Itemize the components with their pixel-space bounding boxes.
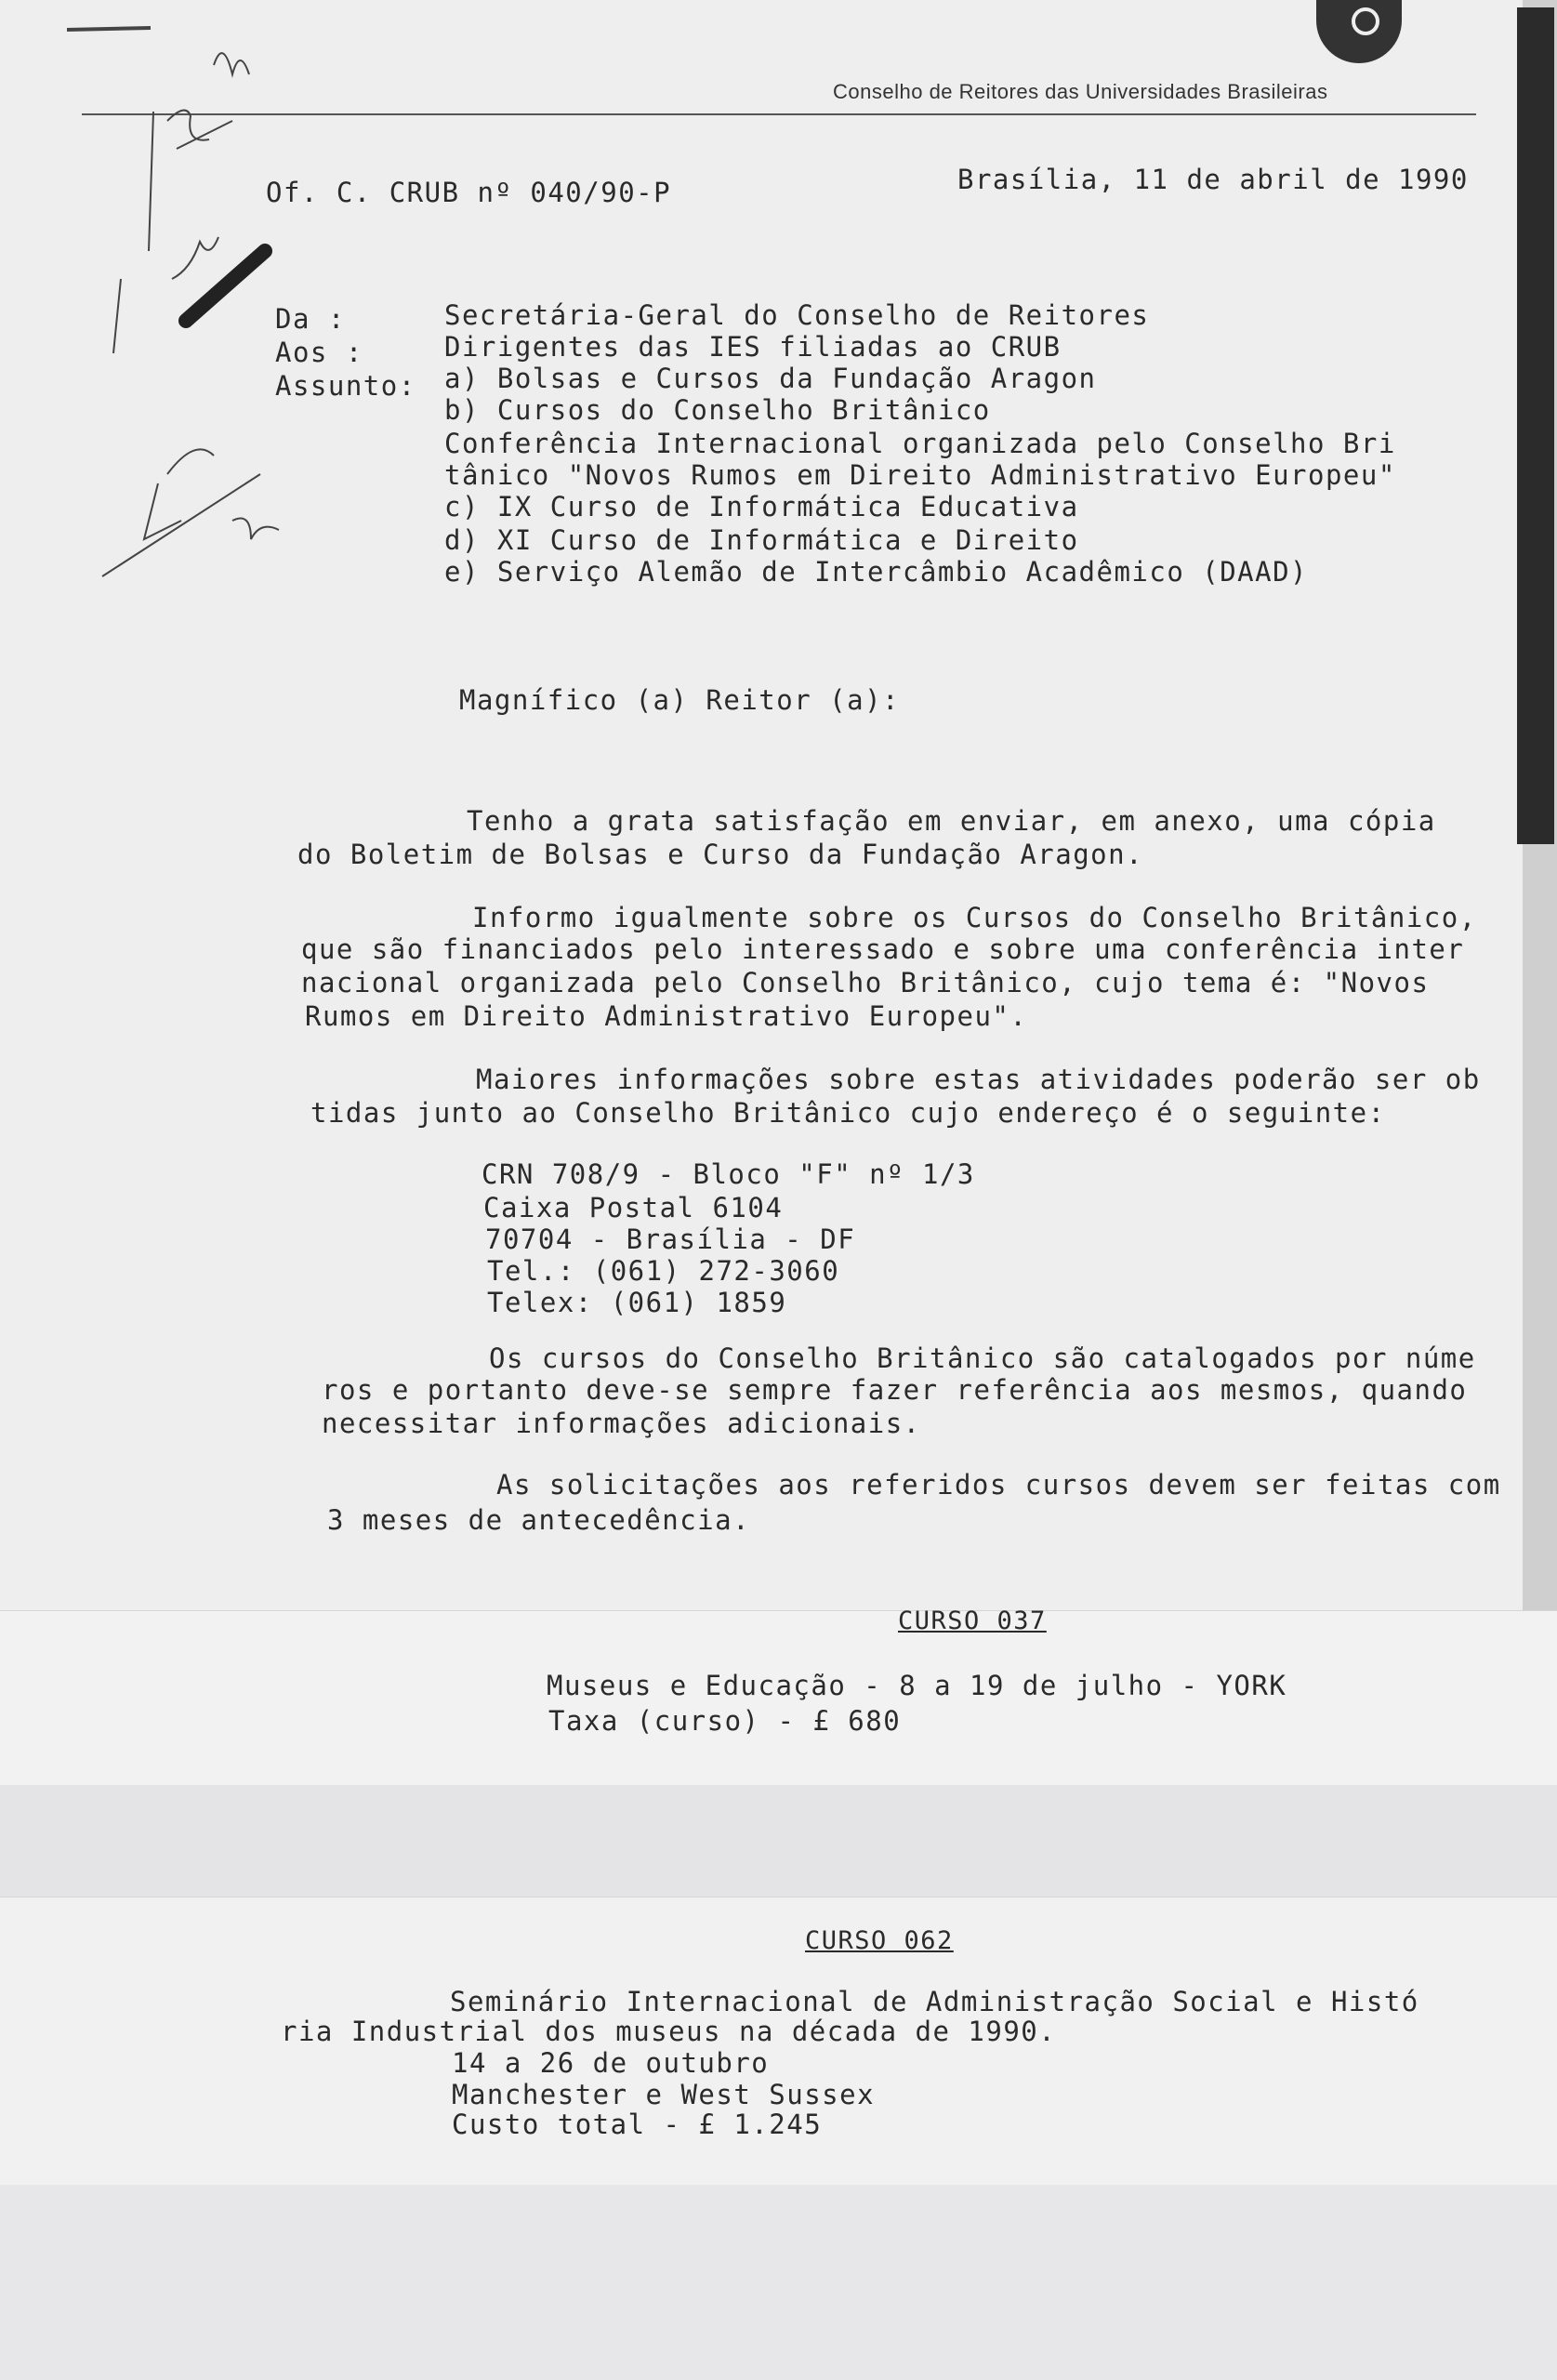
address-line: Telex: (061) 1859	[487, 1287, 787, 1318]
to-label: Aos :	[275, 337, 363, 368]
paragraph-line: do Boletim de Bolsas e Curso da Fundação Aragon.	[297, 839, 1144, 870]
curso-062-line: Custo total - £ 1.245	[452, 2109, 823, 2140]
curso-062-title: CURSO 062	[805, 1926, 954, 1955]
address-line: CRN 708/9 - Bloco "F" nº 1/3	[482, 1158, 975, 1190]
paragraph-line: ros e portanto deve-se sempre fazer referência aos mesmos, quando	[322, 1374, 1468, 1406]
subject-item: e) Serviço Alemão de Intercâmbio Acadêmico (DAAD)	[444, 556, 1309, 588]
from-value: Secretária-Geral do Conselho de Reitores	[444, 299, 1150, 331]
paragraph-line: 3 meses de antecedência.	[327, 1504, 751, 1536]
to-value: Dirigentes das IES filiadas ao CRUB	[444, 331, 1062, 363]
curso-062-line: 14 a 26 de outubro	[452, 2047, 770, 2079]
curso-062-line: Manchester e West Sussex	[452, 2079, 876, 2110]
place-date: Brasília, 11 de abril de 1990	[957, 164, 1469, 195]
paragraph-line: Informo igualmente sobre os Cursos do Conselho Britânico,	[472, 902, 1477, 933]
curso-037-line: Museus e Educação - 8 a 19 de julho - YORK	[547, 1670, 1287, 1701]
salutation: Magnífico (a) Reitor (a):	[459, 684, 900, 716]
paragraph-line: tidas junto ao Conselho Britânico cujo endereço é o seguinte:	[310, 1097, 1386, 1129]
curso-037-title: CURSO 037	[898, 1606, 1047, 1635]
page-bottom-band	[0, 2185, 1557, 2380]
subject-label: Assunto:	[275, 370, 416, 402]
handwritten-annotations	[37, 0, 465, 614]
page-edge-shadow	[1517, 7, 1554, 844]
address-line: 70704 - Brasília - DF	[485, 1223, 856, 1255]
paragraph-line: que são financiados pelo interessado e sobre uma conferência inter	[301, 933, 1465, 965]
paragraph-line: nacional organizada pelo Conselho Britânico, cujo tema é: "Novos	[301, 967, 1430, 998]
subject-item: c) IX Curso de Informática Educativa	[444, 491, 1079, 522]
paragraph-line: Rumos em Direito Administrativo Europeu".	[305, 1000, 1028, 1032]
paragraph-line: necessitar informações adicionais.	[322, 1408, 921, 1439]
address-line: Caixa Postal 6104	[483, 1192, 784, 1223]
paragraph-line: As solicitações aos referidos cursos devem ser feitas com	[496, 1469, 1501, 1501]
paragraph-line: Maiores informações sobre estas atividades poderão ser ob	[476, 1064, 1481, 1095]
subject-item: b) Cursos do Conselho Britânico	[444, 394, 991, 426]
subject-item: d) XI Curso de Informática e Direito	[444, 524, 1079, 556]
subject-item: Conferência Internacional organizada pelo Conselho Bri	[444, 428, 1396, 459]
address-line: Tel.: (061) 272-3060	[487, 1255, 840, 1287]
page-gap-band	[0, 1785, 1557, 1897]
paragraph-line: Tenho a grata satisfação em enviar, em anexo, uma cópia	[467, 805, 1436, 837]
subject-item: a) Bolsas e Cursos da Fundação Aragon	[444, 363, 1097, 394]
organization-name: Conselho de Reitores das Universidades Brasileiras	[833, 80, 1328, 103]
curso-037-line: Taxa (curso) - £ 680	[548, 1705, 902, 1737]
paragraph-line: Os cursos do Conselho Britânico são catalogados por núme	[489, 1342, 1476, 1374]
curso-062-line: Seminário Internacional de Administração Social e Histó	[450, 1986, 1419, 2017]
from-label: Da :	[275, 303, 346, 335]
subject-item: tânico "Novos Rumos em Direito Administrativo Europeu"	[444, 459, 1396, 491]
curso-062-line: ria Industrial dos museus na década de 1990.	[281, 2016, 1057, 2047]
office-reference: Of. C. CRUB nº 040/90-P	[266, 177, 672, 208]
